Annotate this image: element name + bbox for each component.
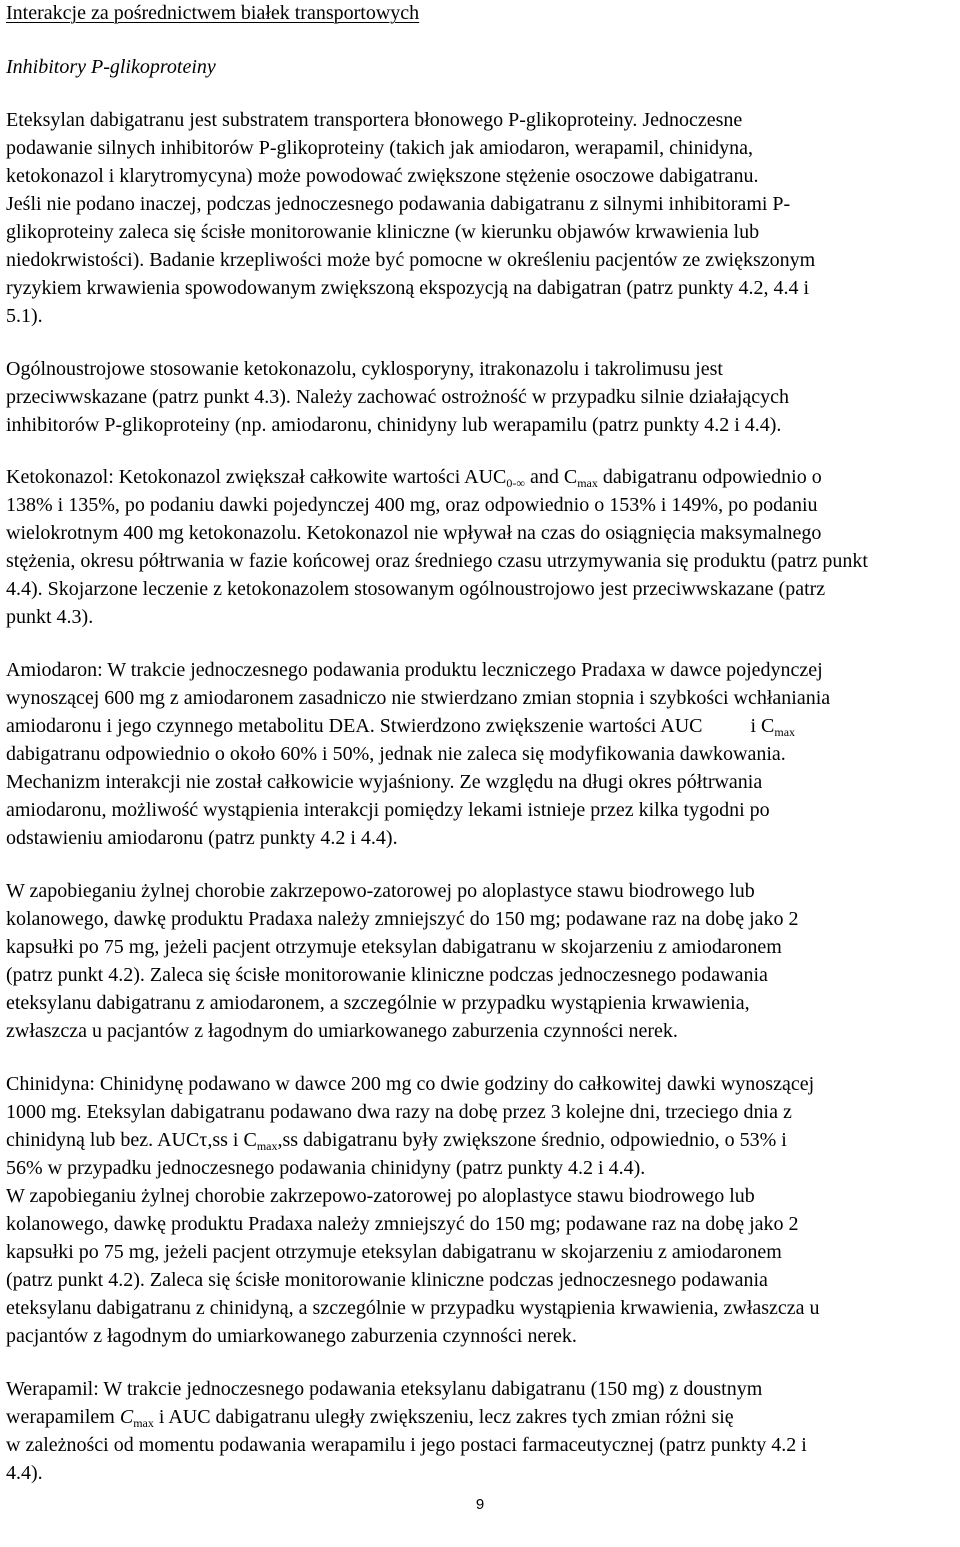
- subscript: max: [256, 1139, 278, 1153]
- text-line: w zależności od momentu podawania werapamilu i jego postaci farmaceutycznej (patrz punkty 4.2 i: [6, 1434, 807, 1456]
- text-line: kapsułki po 75 mg, jeżeli pacjent otrzymuje eteksylan dabigatranu w skojarzeniu z amiodaronem: [6, 1241, 782, 1263]
- text-line: inhibitorów P-glikoproteiny (np. amiodaronu, chinidyny lub werapamilu (patrz punkty 4.2 i 4.4).: [6, 414, 782, 436]
- text-line: eteksylanu dabigatranu z amiodaronem, a szczególnie w przypadku wystąpienia krwawienia,: [6, 992, 750, 1014]
- subscript: 0-∞: [506, 476, 525, 490]
- text-line: eteksylanu dabigatranu z chinidyną, a szczególnie w przypadku wystąpienia krwawienia, zwłaszcza u: [6, 1297, 820, 1319]
- text-line: 4.4). Skojarzone leczenie z ketokonazolem stosowanym ogólnoustrojowo jest przeciwwskazane (patrz: [6, 578, 826, 600]
- text-line: kapsułki po 75 mg, jeżeli pacjent otrzymuje eteksylan dabigatranu w skojarzeniu z amiodaronem: [6, 936, 782, 958]
- page-number: 9: [475, 1496, 485, 1513]
- text-line: kolanowego, dawkę produktu Pradaxa należy zmniejszyć do 150 mg; podawane raz na dobę jako 2: [6, 1213, 799, 1235]
- text-line: 1000 mg. Eteksylan dabigatranu podawano dwa razy na dobę przez 3 kolejne dni, trzeciego dnia z: [6, 1101, 792, 1123]
- text-line: ryzykiem krwawienia spowodowanym zwiększoną ekspozycją na dabigatran (patrz punkty 4.2, 4.4 i: [6, 277, 810, 299]
- text-line: Ogólnoustrojowe stosowanie ketokonazolu, cyklosporyny, itrakonazolu i takrolimusu jest: [6, 358, 723, 380]
- text-line: dabigatranu odpowiednio o około 60% i 50%, jednak nie zaleca się modyfikowania dawkowania.: [6, 743, 786, 765]
- text-line: wynoszącej 600 mg z amiodaronem zasadniczo nie stwierdzano zmian stopnia i szybkości wchłaniania: [6, 687, 831, 709]
- text-line: amiodaronu, możliwość wystąpienia interakcji pomiędzy lekami istnieje przez kilka tygodni po: [6, 799, 770, 821]
- text-line: chinidyną lub bez. AUCτ,ss i $C_{max},ss$ dabigatranu były zwiększone średnio, odpowiednio, o 53% i: [6, 1129, 787, 1153]
- text-line: W zapobieganiu żylnej chorobie zakrzepowo-zatorowej po aloplastyce stawu biodrowego lub: [6, 1185, 755, 1207]
- text-line: zwłaszcza u pacjantów z łagodnym do umiarkowanego zaburzenia czynności nerek.: [6, 1020, 678, 1042]
- text-line: 138% i 135%, po podaniu dawki pojedynczej 400 mg, oraz odpowiednio o 153% i 149%, po podaniu: [6, 494, 818, 516]
- text-line: 56% w przypadku jednoczesnego podawania chinidyny (patrz punkty 4.2 i 4.4).: [6, 1157, 646, 1179]
- text-line: 5.1).: [6, 305, 43, 327]
- text-line: werapamilem $C_{max}$ i AUC dabigatranu uległy zwiększeniu, lecz zakres tych zmian różni się: [6, 1406, 734, 1430]
- text-line: (patrz punkt 4.2). Zaleca się ścisłe monitorowanie kliniczne podczas jednoczesnego podawania: [6, 1269, 768, 1291]
- text-line: Eteksylan dabigatranu jest substratem transportera błonowego P-glikoproteiny. Jednoczesne: [6, 109, 743, 131]
- text-line: Werapamil: W trakcie jednoczesnego podawania eteksylanu dabigatranu (150 mg) z doustnym: [6, 1378, 763, 1400]
- section-heading: Interakcje za pośrednictwem białek transportowych: [6, 2, 420, 24]
- text-line: wielokrotnym 400 mg ketokonazolu. Ketokonazol nie wpływał na czas do osiągnięcia maksymalnego: [6, 522, 822, 544]
- text-line: Ketokonazol: Ketokonazol zwiększał całkowite wartości $AUC_{0-\infty}$ and $C_{max}$ dabigatranu odpowiednio o: [6, 466, 822, 490]
- subscript: max: [774, 725, 796, 739]
- text-line: Amiodaron: W trakcie jednoczesnego podawania produktu leczniczego Pradaxa w dawce pojedynczej: [6, 659, 823, 681]
- text-line: ketokonazol i klarytromycyna) może powodować zwiększone stężenie osoczowe dabigatranu.: [6, 165, 759, 187]
- text-line: pacjantów z łagodnym do umiarkowanego zaburzenia czynności nerek.: [6, 1325, 577, 1347]
- text-line: podawanie silnych inhibitorów P-glikoproteiny (takich jak amiodaron, werapamil, chinidyna,: [6, 137, 754, 159]
- text-line: stężenia, okresu półtrwania w fazie końcowej oraz średniego czasu utrzymywania się produktu (patrz punkt: [6, 550, 868, 572]
- text-line: punkt 4.3).: [6, 606, 94, 628]
- subscript: max: [577, 476, 598, 490]
- text-line: Jeśli nie podano inaczej, podczas jednoczesnego podawania dabigatranu z silnymi inhibitorami P-: [6, 193, 791, 215]
- text-line: kolanowego, dawkę produktu Pradaxa należy zmniejszyć do 150 mg; podawane raz na dobę jako 2: [6, 908, 799, 930]
- section-subheading: Inhibitory P-glikoproteiny: [6, 56, 216, 78]
- text-line: glikoproteiny zaleca się ścisłe monitorowanie kliniczne (w kierunku objawów krwawienia lub: [6, 221, 760, 243]
- text-line: amiodaronu i jego czynnego metabolitu DEA. Stwierdzono zwiększenie wartości AUC i $C_{max}$: [6, 715, 796, 739]
- text-line: (patrz punkt 4.2). Zaleca się ścisłe monitorowanie kliniczne podczas jednoczesnego podawania: [6, 964, 768, 986]
- text-line: niedokrwistości). Badanie krzepliwości może być pomocne w określeniu pacjentów ze zwiększonym: [6, 249, 816, 271]
- text-line: 4.4).: [6, 1462, 43, 1484]
- text-line: Chinidyna: Chinidynę podawano w dawce 200 mg co dwie godziny do całkowitej dawki wynoszącej: [6, 1073, 815, 1095]
- text-line: W zapobieganiu żylnej chorobie zakrzepowo-zatorowej po aloplastyce stawu biodrowego lub: [6, 880, 755, 902]
- text-line: przeciwwskazane (patrz punkt 4.3). Należy zachować ostrożność w przypadku silnie działających: [6, 386, 789, 408]
- text-line: odstawieniu amiodaronu (patrz punkty 4.2 i 4.4).: [6, 827, 398, 849]
- text-line: Mechanizm interakcji nie został całkowicie wyjaśniony. Ze względu na długi okres półtrwania: [6, 771, 763, 793]
- subscript: max: [133, 1416, 154, 1430]
